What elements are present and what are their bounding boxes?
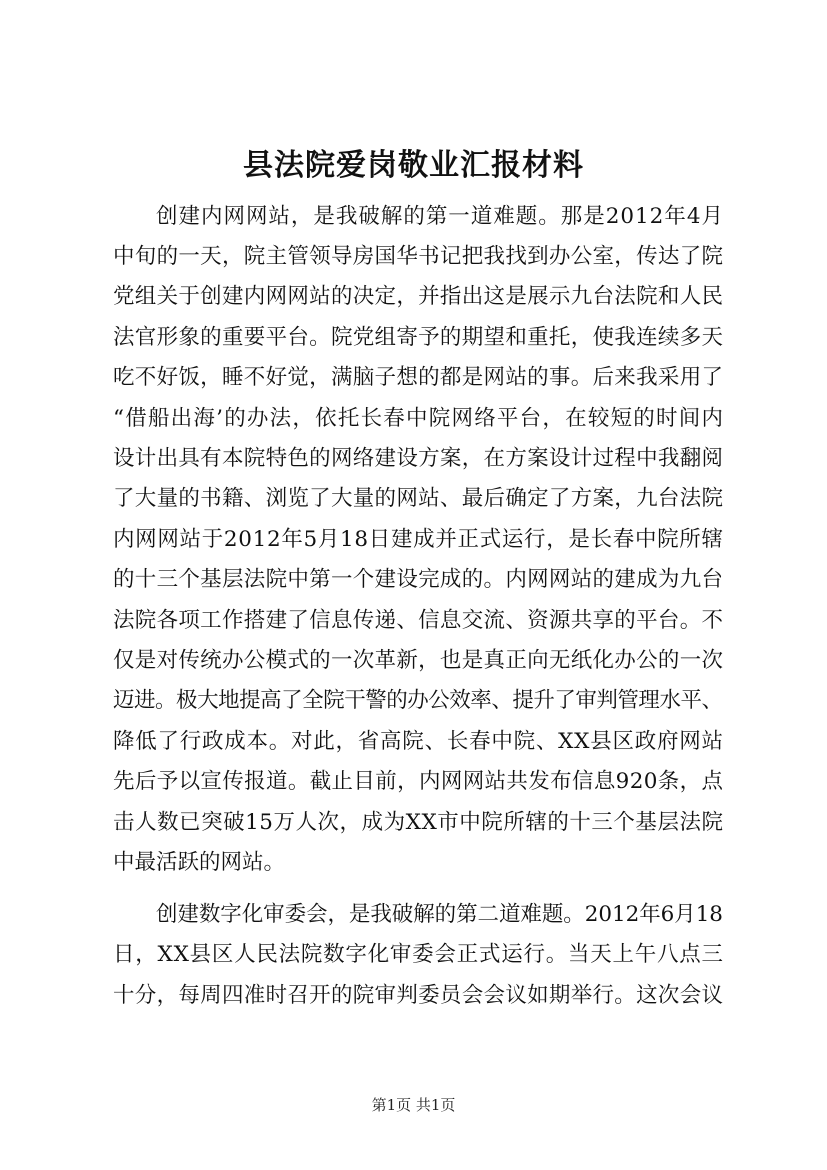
paragraph-1-line-4: 法官形象的重要平台。院党组寄予的期望和重托，使我连续多天 xyxy=(113,325,724,350)
paragraph-1-line-13: 迈进。极大地提高了全院干警的办公效率、提升了审判管理水平、 xyxy=(113,688,723,713)
paragraph-1-line-14: 降低了行政成本。对此，省高院、长春中院、XX县区政府网站 xyxy=(113,729,724,754)
paragraph-1-line-12: 仅是对传统办公模式的一次革新，也是真正向无纸化办公的一次 xyxy=(113,648,724,673)
document-title: 县法院爱岗敬业汇报材料 xyxy=(243,148,584,183)
paragraph-1-line-17: 中最活跃的网站。 xyxy=(113,850,286,875)
paragraph-1-line-2: 中旬的一天，院主管领导房国华书记把我找到办公室，传达了院 xyxy=(113,244,724,269)
paragraph-1-line-10: 的十三个基层法院中第一个建设完成的。内网网站的建成为九台 xyxy=(113,567,724,592)
paragraph-2-line-1: 创建数字化审委会，是我破解的第二道难题。2012年6月18 xyxy=(156,902,723,927)
paragraph-2-line-3: 十分，每周四准时召开的院审判委员会会议如期举行。这次会议 xyxy=(113,983,724,1008)
paragraph-1-line-7: 设计出具有本院特色的网络建设方案，在方案设计过程中我翻阅 xyxy=(113,446,724,471)
paragraph-1-line-8: 了大量的书籍、浏览了大量的网站、最后确定了方案，九台法院 xyxy=(113,486,724,511)
paragraph-1-line-6: “借船出海’的办法，依托长春中院网络平台，在较短的时间内 xyxy=(113,406,725,431)
paragraph-1-line-1: 创建内网网站，是我破解的第一道难题。那是2012年4月 xyxy=(156,204,724,229)
paragraph-1-line-3: 党组关于创建内网网站的决定，并指出这是展示九台法院和人民 xyxy=(113,284,724,309)
page-footer: 第1页 共1页 xyxy=(371,1096,456,1114)
paragraph-1-line-11: 法院各项工作搭建了信息传递、信息交流、资源共享的平台。不 xyxy=(113,608,724,633)
paragraph-2-line-2: 日，XX县区人民法院数字化审委会正式运行。当天上午八点三 xyxy=(113,942,724,967)
paragraph-1-line-16: 击人数已突破15万人次，成为XX市中院所辖的十三个基层法院 xyxy=(113,810,724,835)
paragraph-1-line-9: 内网网站于2012年5月18日建成并正式运行，是长春中院所辖 xyxy=(113,527,724,552)
paragraph-1-line-5: 吃不好饭，睡不好觉，满脑子想的都是网站的事。后来我采用了 xyxy=(113,365,724,390)
paragraph-1-line-15: 先后予以宣传报道。截止目前，内网网站共发布信息920条，点 xyxy=(113,769,724,794)
